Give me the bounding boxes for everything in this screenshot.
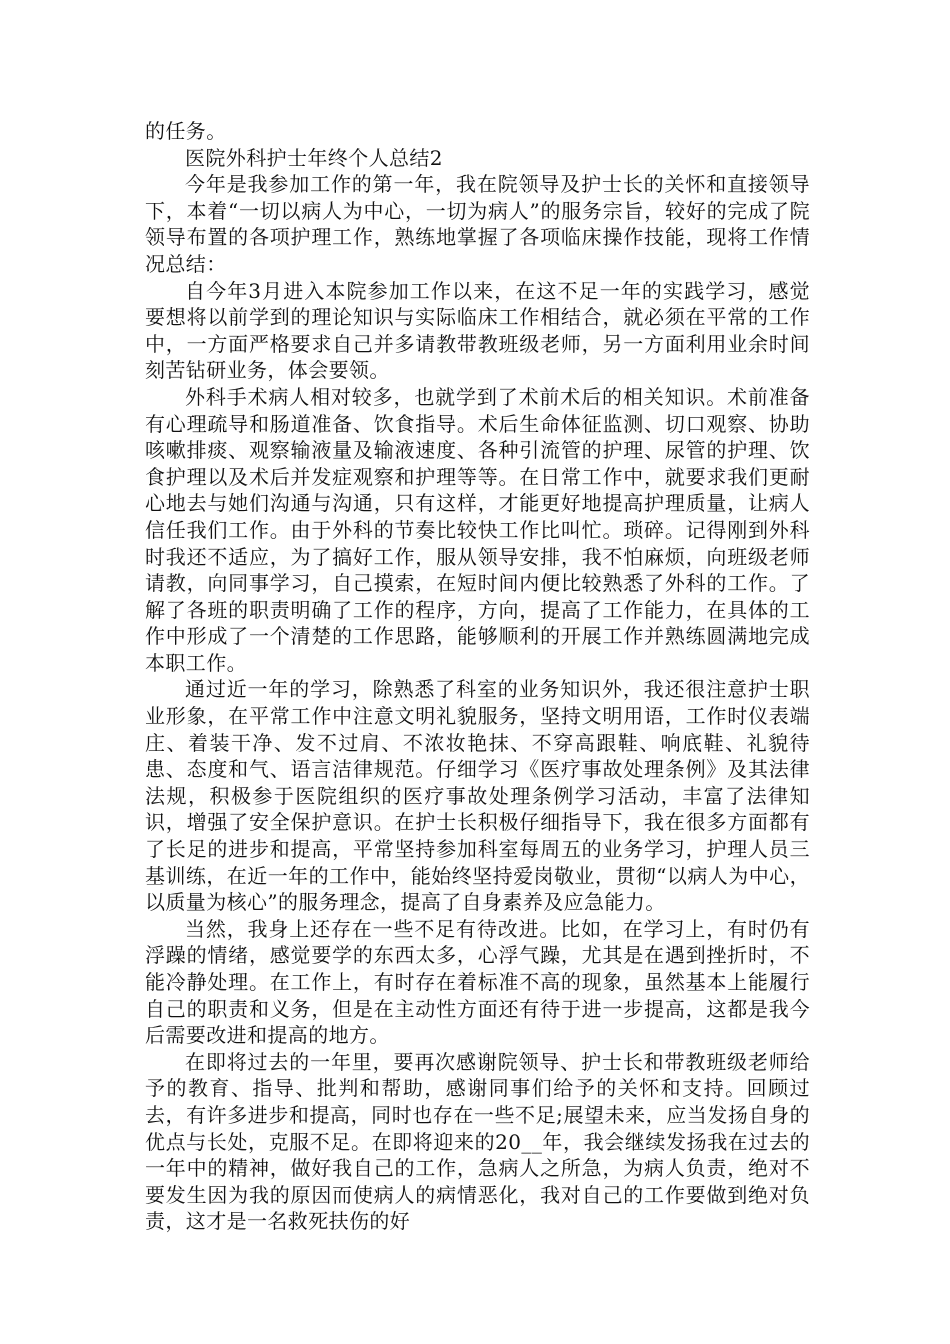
leading-fragment: 的任务。 <box>145 119 227 143</box>
paragraph-surgical-care: 外科手术病人相对较多，也就学到了术前术后的相关知识。术前准备有心理疏导和肠道准备、饮食指导。术后生命体征监测、切口观察、协助咳嗽排痰、观察输液量及输液速度、各种引流管的护理、尿管的护理、饮食护理以及术后并发症观察和护理等等。在日常工作中，就要求我们更耐心地去与她们沟通与沟通，只有这样，才能更好地提高护理质量，让病人信任我们工作。由于外科的节奏比较快工作比叫忙。琐碎。记得刚到外科时我还不适应，为了搞好工作，服从领导安排，我不怕麻烦，向班级老师请教，向同事学习，自己摸索，在短时间内便比较熟悉了外科的工作。了解了各班的职责明确了工作的程序，方向，提高了工作能力，在具体的工作中形成了一个清楚的工作思路，能够顺利的开展工作并熟练圆满地完成本职工作。 <box>145 384 810 675</box>
paragraph-learning: 自今年3月进入本院参加工作以来，在这不足一年的实践学习，感觉要想将以前学到的理论知识与实际临床工作相结合，就必须在平常的工作中，一方面严格要求自己并多请教带教班级老师，另一方面利用业余时间刻苦钻研业务，体会要领。 <box>145 278 810 383</box>
paragraph-intro: 今年是我参加工作的第一年，我在院领导及护士长的关怀和直接领导下，本着“一切以病人为中心，一切为病人”的服务宗旨，较好的完成了院领导布置的各项护理工作，熟练地掌握了各项临床操作技能，现将工作情况总结： <box>145 172 810 276</box>
paragraph-outlook: 在即将过去的一年里，要再次感谢院领导、护士长和带教班级老师给予的教育、指导、批判和帮助，感谢同事们给予的关怀和支持。回顾过去，有许多进步和提高，同时也存在一些不足;展望未来，应当发扬自身的优点与长处，克服不足。在即将迎来的20__年，我会继续发扬我在过去的一年中的精神，做好我自己的工作，急病人之所急，为病人负责，绝对不要发生因为我的原因而使病人的病情恶化，我对自己的工作要做到绝对负责，这才是一名救死扶伤的好 <box>145 1049 810 1234</box>
section-heading: 医院外科护士年终个人总结2 <box>185 145 443 170</box>
document-body <box>145 118 810 1235</box>
paragraph-professional-image: 通过近一年的学习，除熟悉了科室的业务知识外，我还很注意护士职业形象，在平常工作中注意文明礼貌服务，坚持文明用语，工作时仪表端庄、着装干净、发不过肩、不浓妆艳抹、不穿高跟鞋、响底鞋、礼貌待患、态度和气、语言洁律规范。仔细学习《医疗事故处理条例》及其法律法规，积极参于医院组织的医疗事故处理条例学习活动，丰富了法律知识，增强了安全保护意识。在护士长积极仔细指导下，我在很多方面都有了长足的进步和提高，平常坚持参加科室每周五的业务学习，护理人员三基训练，在近一年的工作中，能始终坚持爱岗敬业，贯彻“以病人为中心，以质量为核心”的服务理念，提高了自身素养及应急能力。 <box>145 677 810 915</box>
paragraph-shortcomings: 当然，我身上还存在一些不足有待改进。比如，在学习上，有时仍有浮躁的情绪，感觉要学的东西太多，心浮气躁，尤其是在遇到挫折时，不能冷静处理。在工作上，有时存在着标准不高的现象，虽然基本上能履行自己的职责和义务，但是在主动性方面还有待于进一步提高，这都是我今后需要改进和提高的地方。 <box>145 916 810 1048</box>
